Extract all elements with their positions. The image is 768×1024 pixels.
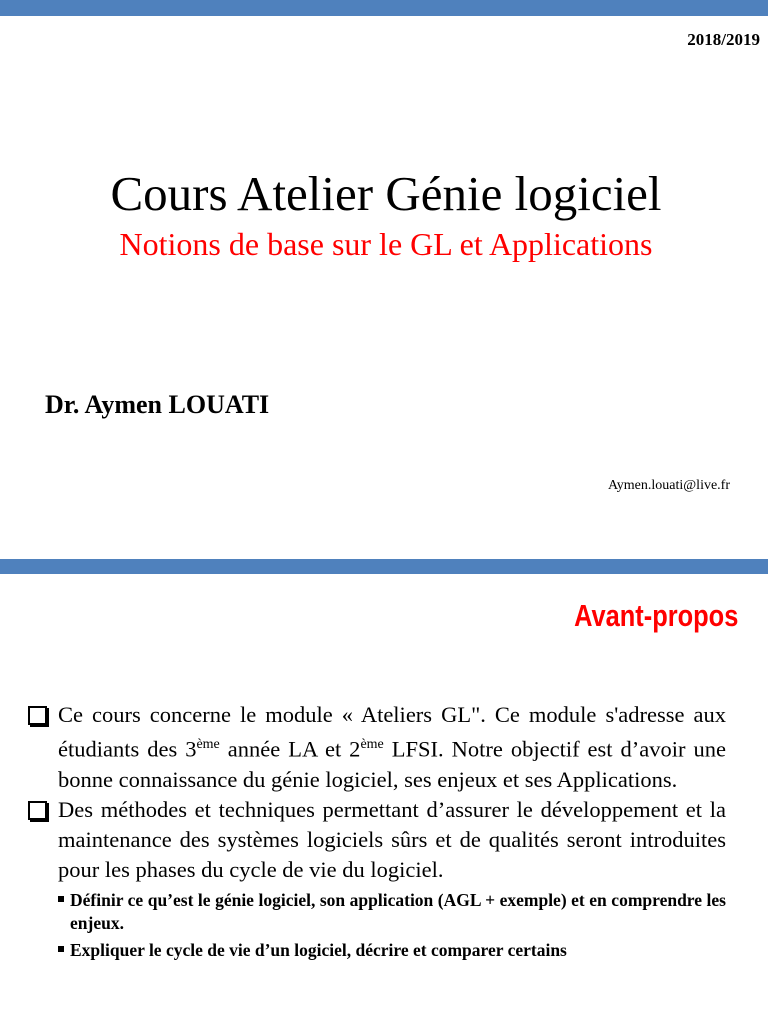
bullet-text-part: Ce cours concerne le module « Ateliers GL". Ce module s'adresse aux étudiants des 3 [58, 702, 726, 762]
bullet-text: Des méthodes et techniques permettant d’assurer le développement et la maintenance des systèmes logiciels sûrs et de qualités seront introduites pour les phases du cycle de vie du logiciel. [58, 796, 726, 882]
bullet-item [26, 700, 726, 795]
top-bar [0, 559, 768, 574]
bullet-item [26, 795, 726, 885]
author-email: Aymen.louati@live.fr [607, 478, 730, 493]
course-subtitle: Notions de base sur le GL et Applications [119, 226, 653, 262]
foreword-slide [0, 556, 768, 1024]
checkbox-bullet-icon [28, 801, 47, 820]
author-name: Dr. Aymen LOUATI [45, 390, 270, 419]
sub-bullet-item [26, 889, 726, 935]
academic-year: 2018/2019 [687, 30, 760, 49]
square-bullet-icon [58, 896, 64, 902]
course-title: Cours Atelier Génie logiciel [110, 166, 662, 221]
bullet-list [26, 700, 726, 962]
square-bullet-icon [58, 946, 64, 952]
sub-bullet-text: Expliquer le cycle de vie d’un logiciel, décrire et comparer certains [70, 939, 567, 960]
section-title: Avant-propos [573, 598, 738, 633]
checkbox-bullet-icon [28, 706, 47, 725]
sub-bullet-item [26, 939, 726, 962]
bullet-text-part: LFSI. Notre objectif est d’avoir une bonne connaissance du génie logiciel, ses enjeux et ses Applications. [58, 736, 726, 792]
superscript: ème [360, 737, 384, 752]
superscript: ème [196, 737, 220, 752]
bullet-text-part: année LA et 2 [219, 736, 361, 762]
top-bar [0, 0, 768, 16]
sub-bullet-text: Définir ce qu’est le génie logiciel, son application (AGL + exemple) et en comprendre les enjeux. [70, 889, 726, 933]
